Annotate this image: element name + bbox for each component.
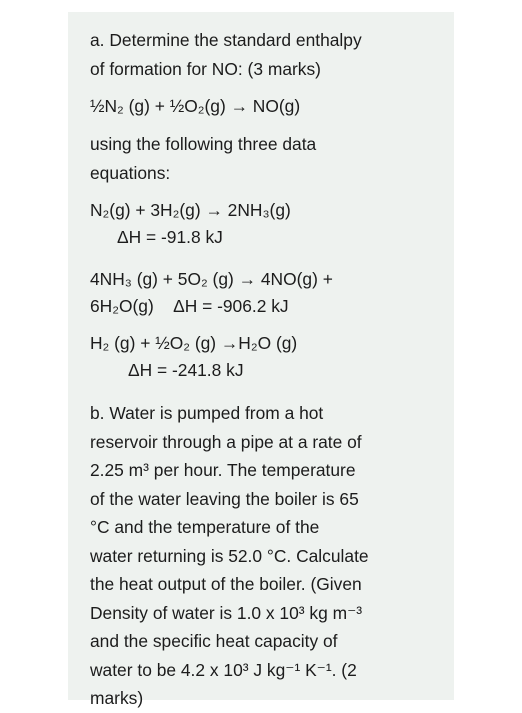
part-b-line-10: water to be 4.2 x 10³ J kg⁻¹ K⁻¹. (2 xyxy=(90,659,357,680)
part-b-line-2: reservoir through a pipe at a rate of xyxy=(90,431,362,452)
part-b-line-3: 2.25 m³ per hour. The temperature xyxy=(90,460,356,480)
part-a-line-2: of formation for NO: (3 marks) xyxy=(90,58,321,79)
equation-1-enthalpy: ΔH = -91.8 kJ xyxy=(117,227,223,247)
question-card xyxy=(68,12,454,708)
part-b-line-6: water returning is 52.0 °C. Calculate xyxy=(90,545,369,566)
equation-2-reaction-line-2 xyxy=(90,293,436,320)
intro-line-2: equations: xyxy=(90,162,171,183)
equation-2-reaction-line-2-text: 6H₂O(g) xyxy=(90,296,154,316)
equation-3-enthalpy: ΔH = -241.8 kJ xyxy=(128,360,244,380)
intro-line-1: using the following three data xyxy=(90,134,317,154)
part-b-line-11: marks) xyxy=(90,688,144,708)
part-a-line-1: a. Determine the standard enthalpy xyxy=(90,30,362,50)
part-b-line-1: b. Water is pumped from a hot xyxy=(90,403,324,423)
part-b-line-9: and the specific heat capacity of xyxy=(90,631,338,651)
equation-2-enthalpy: ΔH = -906.2 kJ xyxy=(173,296,289,316)
equation-3-reaction: H₂ (g) + ½O₂ (g) →H₂O (g) xyxy=(90,333,298,353)
equation-2-reaction-line-1: 4NH₃ (g) + 5O₂ (g) → 4NO(g) + xyxy=(90,269,333,289)
part-b-line-4: of the water leaving the boiler is 65 xyxy=(90,488,359,509)
part-b-line-5: °C and the temperature of the xyxy=(90,517,320,537)
target-reaction: ½N₂ (g) + ½O₂(g) → NO(g) xyxy=(90,96,301,116)
part-b-line-7: the heat output of the boiler. (Given xyxy=(90,574,362,594)
equation-1-reaction: N₂(g) + 3H₂(g) → 2NH₃(g) xyxy=(90,200,291,220)
part-b-line-8: Density of water is 1.0 x 10³ kg m⁻³ xyxy=(90,602,363,623)
